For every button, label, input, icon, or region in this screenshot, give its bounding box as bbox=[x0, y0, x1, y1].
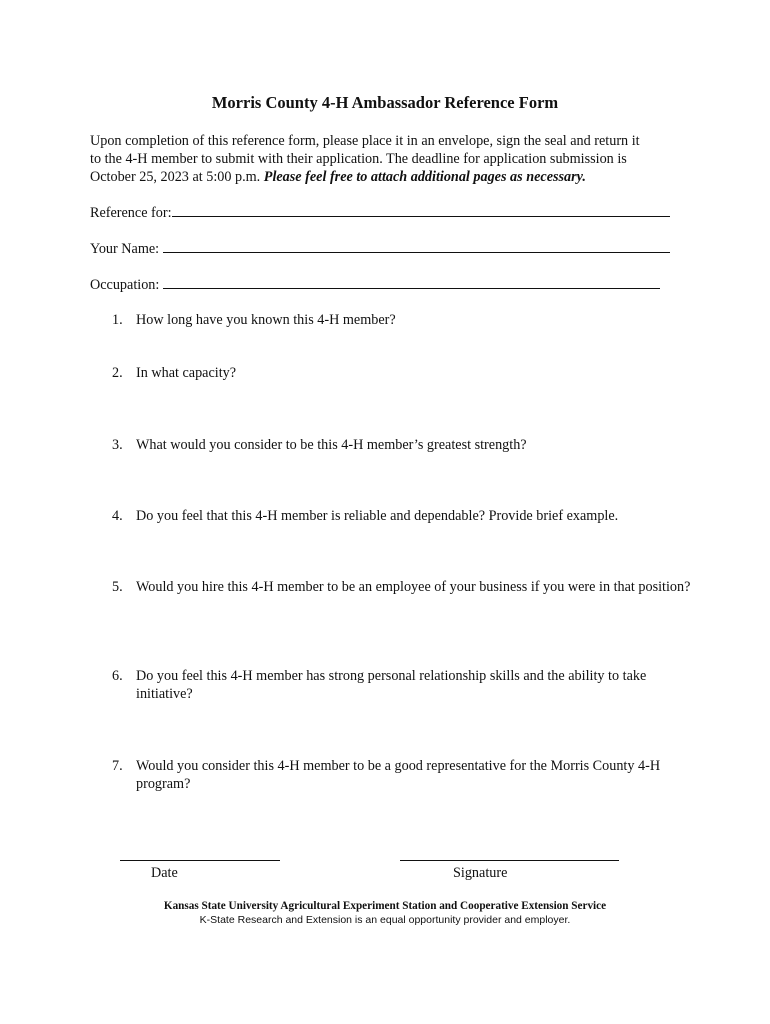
occupation-field[interactable] bbox=[90, 275, 660, 294]
question-text: Would you hire this 4-H member to be an employee of your business if you were in that position? bbox=[136, 579, 691, 595]
question-number: 4. bbox=[112, 508, 123, 524]
question-text: How long have you known this 4-H member? bbox=[136, 312, 396, 328]
question-item bbox=[112, 507, 692, 525]
question-number: 6. bbox=[112, 668, 123, 684]
form-title: Morris County 4-H Ambassador Reference Form bbox=[211, 93, 559, 112]
question-text: Do you feel this 4-H member has strong personal relationship skills and the ability to take initiative? bbox=[136, 668, 647, 702]
your-name-field[interactable] bbox=[90, 239, 670, 258]
question-item bbox=[112, 436, 692, 454]
reference-for-field[interactable] bbox=[90, 203, 670, 222]
intro-deadline-text: October 25, 2023 at 5:00 p.m. bbox=[90, 169, 264, 185]
signature-label: Signature bbox=[453, 865, 508, 881]
intro-line-1: Upon completion of this reference form, please place it in an envelope, sign the seal and return it bbox=[90, 133, 640, 149]
question-number: 3. bbox=[112, 437, 123, 453]
question-text: In what capacity? bbox=[136, 365, 237, 381]
question-text: Do you feel that this 4-H member is reliable and dependable? Provide brief example. bbox=[136, 508, 619, 524]
question-text: Would you consider this 4-H member to be a good representative for the Morris County 4-H program? bbox=[136, 758, 661, 792]
question-number: 2. bbox=[112, 365, 123, 381]
intro-line-2: to the 4-H member to submit with their application. The deadline for application submission is bbox=[90, 151, 627, 167]
question-number: 7. bbox=[112, 758, 123, 774]
footer-equal-opportunity: K-State Research and Extension is an equal opportunity provider and employer. bbox=[199, 914, 571, 926]
footer-institution: Kansas State University Agricultural Experiment Station and Cooperative Extension Service bbox=[163, 900, 607, 912]
intro-paragraph bbox=[90, 132, 690, 186]
intro-attach-note: Please feel free to attach additional pages as necessary. bbox=[263, 169, 586, 185]
question-item bbox=[112, 311, 692, 329]
question-item bbox=[112, 364, 692, 382]
signature-line[interactable] bbox=[400, 860, 619, 861]
question-number: 5. bbox=[112, 579, 123, 595]
occupation-label: Occupation: bbox=[90, 277, 163, 293]
question-item bbox=[112, 757, 692, 793]
question-item bbox=[112, 578, 692, 596]
reference-for-label: Reference for: bbox=[90, 205, 172, 221]
occupation-line[interactable] bbox=[163, 275, 660, 289]
reference-for-line[interactable] bbox=[172, 203, 670, 217]
question-text: What would you consider to be this 4-H member’s greatest strength? bbox=[136, 437, 527, 453]
date-line[interactable] bbox=[120, 860, 280, 861]
question-item bbox=[112, 667, 692, 703]
intro-line-3 bbox=[90, 168, 690, 186]
question-number: 1. bbox=[112, 312, 123, 328]
your-name-label: Your Name: bbox=[90, 241, 163, 257]
date-label: Date bbox=[151, 865, 178, 881]
your-name-line[interactable] bbox=[163, 239, 670, 253]
